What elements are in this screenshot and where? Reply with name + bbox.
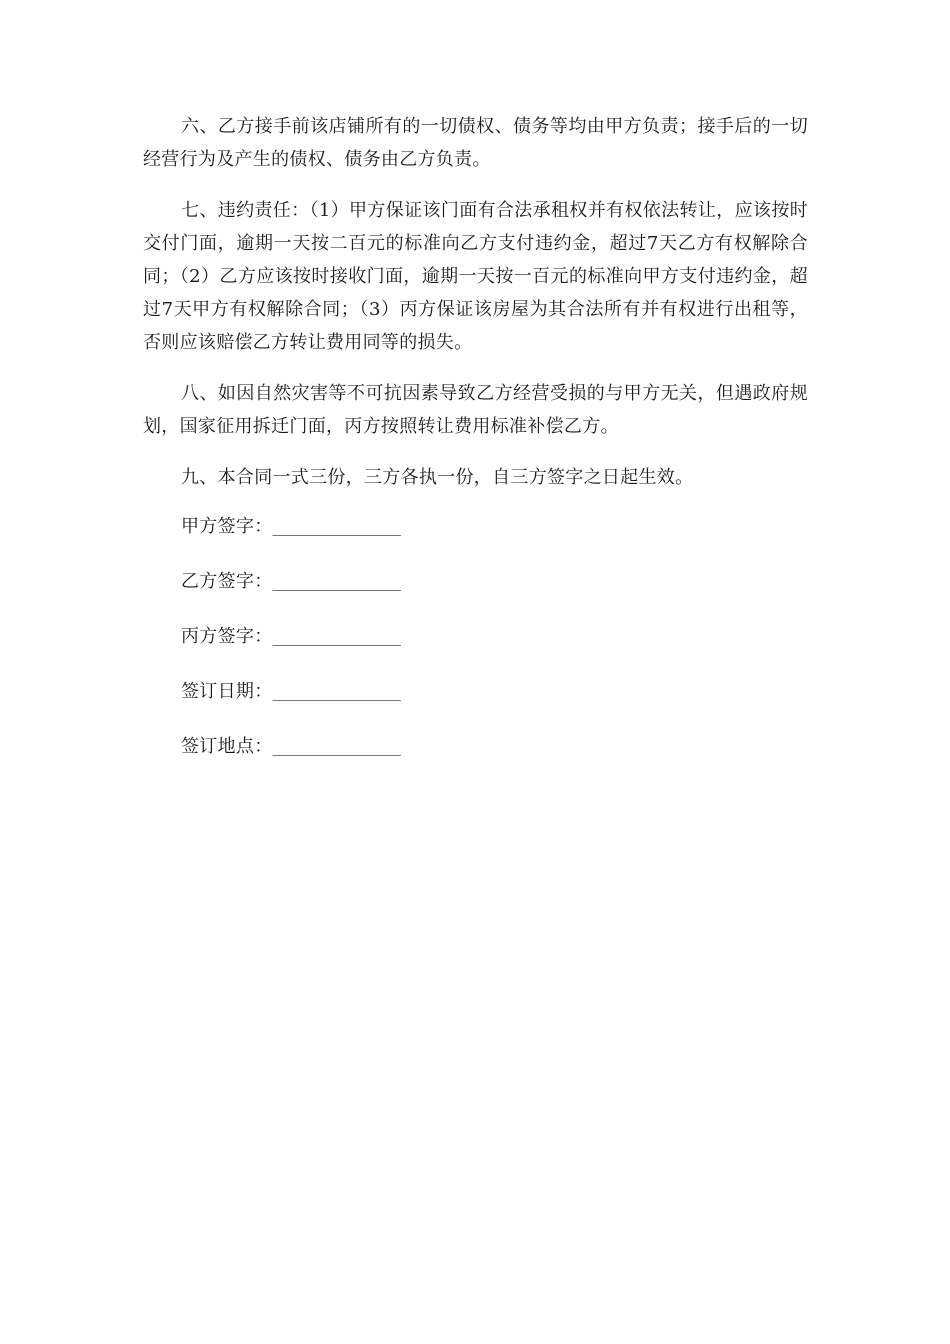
signature-row-party-b <box>143 567 808 622</box>
signing-place-blank-line: _______________ <box>272 738 401 756</box>
signature-row-party-c <box>143 622 808 677</box>
clause-9-effectiveness: 九、本合同一式三份，三方各执一份，自三方签字之日起生效。 <box>181 467 694 488</box>
signature-label: 甲方签字： <box>181 516 273 537</box>
signing-date-label: 签订日期： <box>181 681 273 702</box>
clause-7-breach-liability: 七、违约责任：（1）甲方保证该门面有合法承租权并有权依法转让，应该按时交付门面，逾期一天按二百元的标准向乙方支付违约金，超过7天乙方有权解除合同；（2）乙方应该按时接收门面，逾期一天按一百元的标准向甲方支付违约金，超过7天甲方有权解除合同；（3）丙方保证该房屋为其合法所有并有权进行出租等，否则应该赔偿乙方转让费用同等的损失。 <box>143 200 808 353</box>
signature-label: 乙方签字： <box>181 571 273 592</box>
document-body <box>143 110 808 787</box>
signature-blank-line: _______________ <box>272 628 401 646</box>
signing-date-blank-line: _______________ <box>272 683 401 701</box>
clause-6: 六、乙方接手前该店铺所有的一切债权、债务等均由甲方负责；接手后的一切经营行为及产生的债权、债务由乙方负责。 <box>143 116 808 170</box>
clause-8-force-majeure: 八、如因自然灾害等不可抗因素导致乙方经营受损的与甲方无关，但遇政府规划，国家征用拆迁门面，丙方按照转让费用标准补偿乙方。 <box>143 383 808 437</box>
signing-date-row <box>143 677 808 732</box>
signature-block <box>143 512 808 787</box>
signing-place-row <box>143 732 808 787</box>
signature-row-party-a <box>143 512 808 567</box>
signature-label: 丙方签字： <box>181 626 273 647</box>
signature-blank-line: _______________ <box>272 518 401 536</box>
signature-blank-line: _______________ <box>272 573 401 591</box>
signing-place-label: 签订地点： <box>181 736 273 757</box>
